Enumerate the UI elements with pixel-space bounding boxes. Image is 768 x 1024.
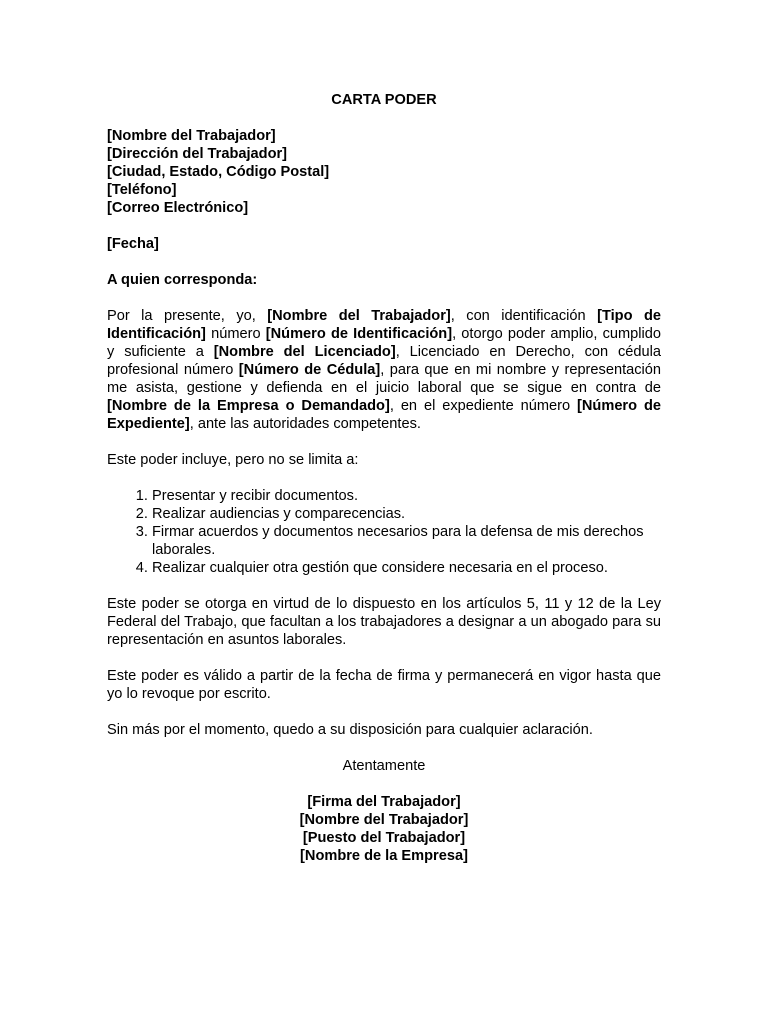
text: , en el expediente número — [389, 398, 578, 414]
text: , otorgo poder amplio, cumplido y suficiente a — [107, 326, 661, 360]
list-item: 4. Realizar cualquier otra gestión que considere necesaria en el proceso. — [152, 559, 661, 577]
sign-off: Atentamente — [342, 758, 426, 774]
main-paragraph — [107, 307, 661, 433]
sender-name: [Nombre del Trabajador] — [107, 128, 276, 144]
text: , para que en mi nombre y representación me asista, gestione y defienda en el juicio laboral que se sigue en contra de — [107, 362, 662, 396]
signature-firma: [Firma del Trabajador] — [307, 794, 461, 810]
validity-paragraph: Este poder es válido a partir de la fecha de firma y permanecerá en vigor hasta que yo lo revoque por escrito. — [107, 668, 661, 702]
sender-city: [Ciudad, Estado, Código Postal] — [107, 164, 330, 180]
text: Por la presente, yo, — [107, 308, 268, 324]
text: , con identificación — [450, 308, 598, 324]
list-item: 3. Firmar acuerdos y documentos necesarios para la defensa de mis derechos laborales. — [152, 523, 661, 559]
text: , Licenciado en Derecho, con cédula profesional número — [107, 344, 661, 378]
law-paragraph: Este poder se otorga en virtud de lo dispuesto en los artículos 5, 11 y 12 de la Ley Federal del Trabajo, que facultan a los trabajadores a designar a un abogado para su representación en asuntos laborales. — [107, 596, 661, 648]
worker-name-placeholder: [Nombre del Trabajador] — [267, 308, 451, 324]
company-name-placeholder: [Nombre de la Empresa o Demandado] — [107, 398, 390, 414]
id-number-placeholder: [Número de Identificación] — [265, 326, 453, 342]
signature-name: [Nombre del Trabajador] — [299, 812, 469, 828]
sender-block — [107, 127, 661, 217]
list-item: 1. Presentar y recibir documentos. — [152, 487, 661, 505]
lawyer-name-placeholder: [Nombre del Licenciado] — [213, 344, 396, 360]
text: número — [205, 326, 266, 342]
signature-company: [Nombre de la Empresa] — [300, 848, 468, 864]
sender-email: [Correo Electrónico] — [107, 200, 249, 216]
sender-phone: [Teléfono] — [107, 182, 177, 198]
sender-address: [Dirección del Trabajador] — [107, 146, 288, 162]
id-type-placeholder: [Tipo de Identificación] — [107, 308, 661, 342]
document-page — [107, 91, 661, 865]
document-title: CARTA PODER — [331, 92, 437, 108]
case-number-placeholder: [Número de Expediente] — [107, 398, 661, 432]
salutation: A quien corresponda: — [107, 272, 258, 288]
list-item: 2. Realizar audiencias y comparecencias. — [152, 505, 661, 523]
powers-list — [107, 487, 661, 577]
license-number-placeholder: [Número de Cédula] — [238, 362, 381, 378]
date-field: [Fecha] — [107, 236, 159, 252]
closing-paragraph: Sin más por el momento, quedo a su disposición para cualquier aclaración. — [107, 722, 593, 738]
signature-position: [Puesto del Trabajador] — [302, 830, 466, 846]
text: , ante las autoridades competentes. — [189, 416, 421, 432]
list-intro: Este poder incluye, pero no se limita a: — [107, 452, 359, 468]
signature-block — [107, 793, 661, 865]
